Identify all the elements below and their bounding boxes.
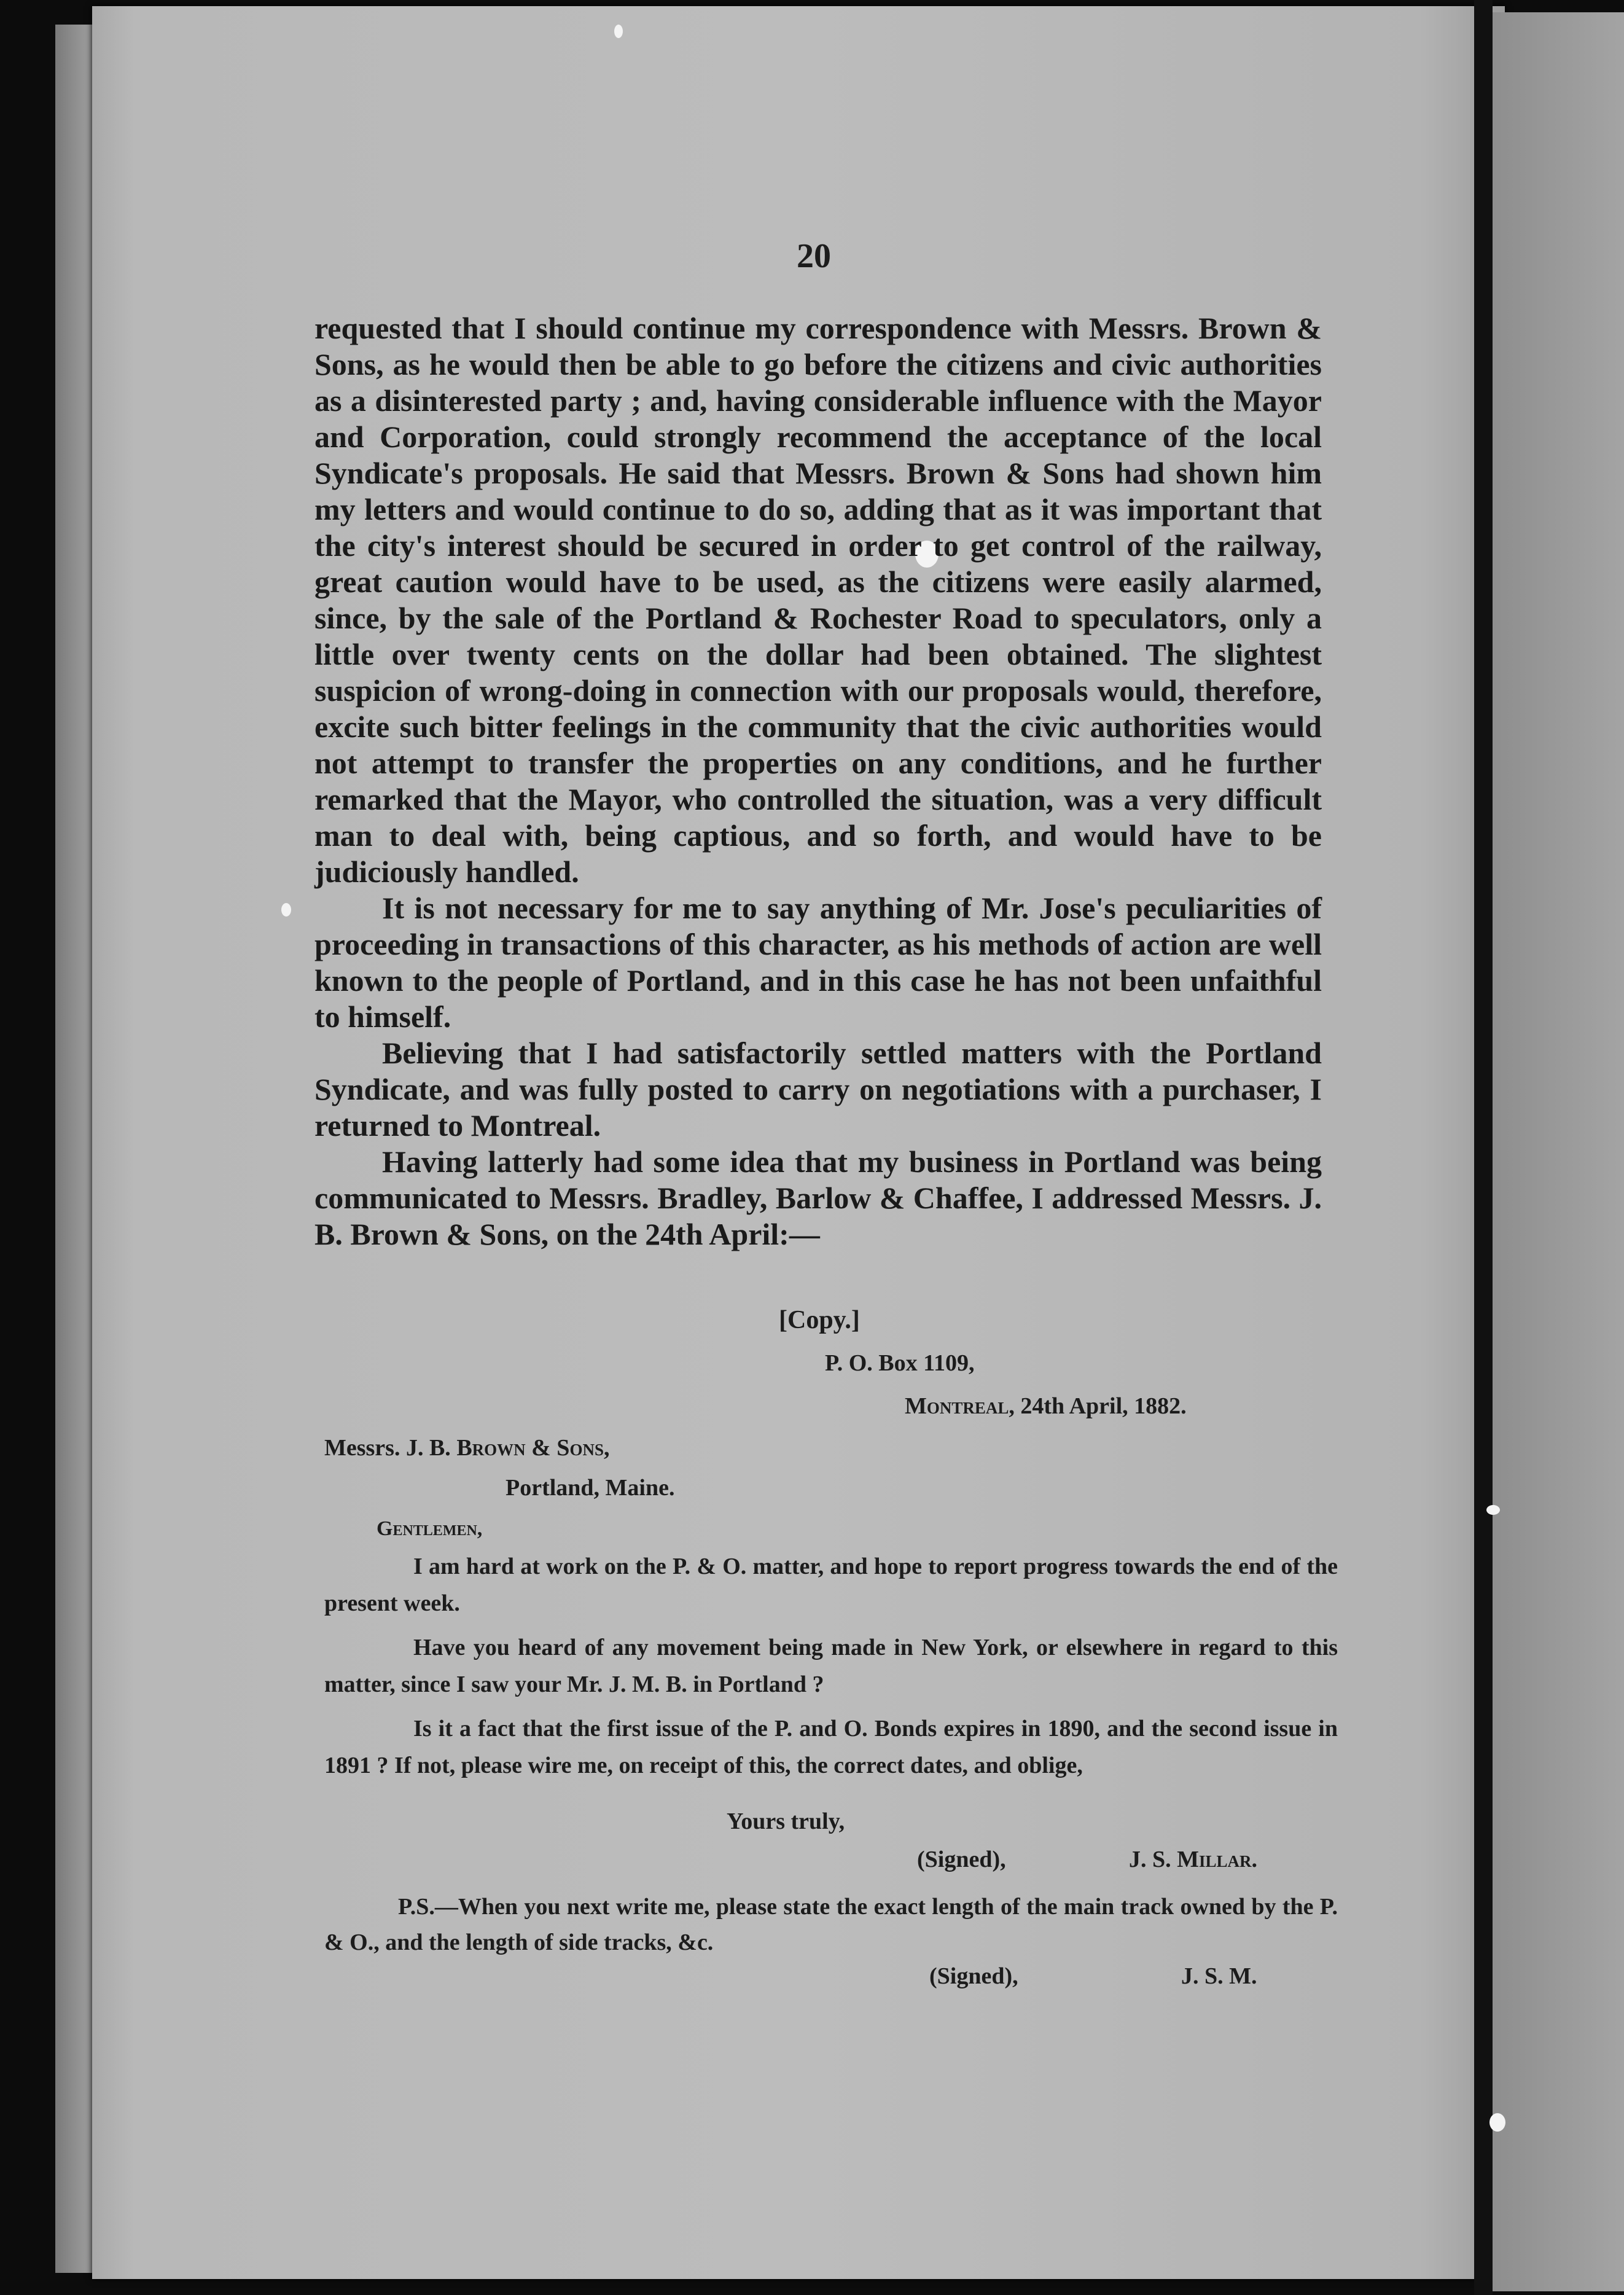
paper-speck	[1486, 1505, 1500, 1515]
body-text	[314, 310, 1322, 1253]
address-line: Portland, Maine.	[506, 1475, 675, 1501]
paragraph: Believing that I had satisfactorily settled matters with the Portland Syndicate, and was fully posted to carry on negotiations with a purchaser, I returned to Montreal.	[314, 1036, 1322, 1143]
facing-page-edge	[1493, 12, 1624, 2291]
signature: J. S. Millar.	[1129, 1847, 1258, 1872]
signed-label: (Signed),	[917, 1847, 1006, 1872]
postscript-block	[324, 1889, 1338, 1960]
letter-paragraph: Have you heard of any movement being made in New York, or elsewhere in regard to this matter, since I saw your Mr. J. M. B. in Portland ?	[324, 1635, 1338, 1697]
postscript: P.S.—When you next write me, please state the exact length of the main track owned by the P. & O., and the length of side tracks, &c.	[324, 1894, 1338, 1955]
copy-mark: [Copy.]	[779, 1306, 860, 1334]
addressee-prefix: Messrs. J. B.	[324, 1435, 451, 1461]
letter-date-line	[905, 1393, 1187, 1420]
book-spine	[1474, 0, 1493, 2295]
page-number: 20	[797, 237, 831, 275]
letter-paragraph: Is it a fact that the first issue of the P. and O. Bonds expires in 1890, and the second issue in 1891 ? If not, please wire me, on receipt of this, the correct dates, and oblige,	[324, 1716, 1338, 1778]
paper-speck	[1489, 2113, 1505, 2132]
addressee	[324, 1434, 609, 1461]
paragraph-continuation: requested that I should continue my correspondence with Messrs. Brown & Sons, as he would then be able to go before the citizens and civic authorities as a disinterested party ; and, having considerable influence with the Mayor and Corporation, could strongly recommend the acceptance of the local Syndicate's proposals. He said that Messrs. Brown & Sons had shown him my letters and would continue to do so, adding that as it was important that the city's interest should be secured in order to get control of the railway, great caution would have to be used, as the citizens were easily alarmed, since, by the sale of the Portland & Rochester Road to speculators, only a little over twenty cents on the dollar had been obtained. The slightest suspicion of wrong-doing in connection with our proposals would, therefore, excite such bitter feelings in the community that the civic authorities would not attempt to transfer the properties on any conditions, and he further remarked that the Mayor, who controlled the situation, was a very difficult man to deal with, being captious, and so forth, and would have to be judiciously handled.	[314, 311, 1322, 889]
book-left-edge	[55, 25, 92, 2273]
po-box: P. O. Box 1109,	[825, 1350, 975, 1376]
paragraph: Having latterly had some idea that my business in Portland was being communicated to Messrs. Bradley, Barlow & Chaffee, I addressed Messrs. J. B. Brown & Sons, on the 24th April:—	[314, 1144, 1322, 1251]
salutation: Gentlemen,	[377, 1517, 483, 1540]
letter-place: Montreal,	[905, 1393, 1015, 1419]
addressee-name: Brown & Sons,	[456, 1435, 610, 1461]
ps-signature: J. S. M.	[1181, 1963, 1257, 1989]
letter-date: 24th April, 1882.	[1020, 1393, 1187, 1419]
paper-speck	[614, 25, 623, 38]
paper-speck	[281, 903, 291, 917]
closing: Yours truly,	[727, 1808, 845, 1834]
letter-paragraph: I am hard at work on the P. & O. matter, and hope to report progress towards the end of the present week.	[324, 1554, 1338, 1616]
letter-body	[324, 1548, 1338, 1791]
ps-signed-label: (Signed),	[929, 1963, 1018, 1989]
paragraph: It is not necessary for me to say anything of Mr. Jose's peculiarities of proceeding in transactions of this character, as his methods of action are well known to the people of Portland, and in this case he has not been unfaithful to himself.	[314, 891, 1322, 1034]
